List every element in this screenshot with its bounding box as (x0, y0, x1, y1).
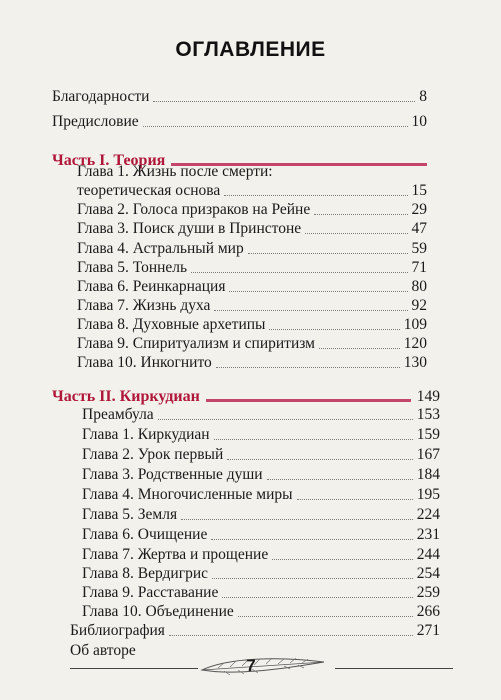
toc-entry[interactable]: теоретическая основа 15 (77, 182, 427, 199)
toc-entry[interactable]: Глава 2. Урок первый 167 (82, 446, 440, 463)
footer-rule-left (70, 668, 198, 669)
toc-entry[interactable]: Глава 5. Земля 224 (82, 506, 440, 523)
toc-entry[interactable]: Глава 8. Духовные архетипы 109 (77, 316, 427, 333)
toc-entry[interactable]: Глава 5. Тоннель 71 (77, 259, 427, 276)
page-title: ОГЛАВЛЕНИЕ (175, 38, 326, 61)
toc-entry[interactable]: Глава 4. Астральный мир 59 (77, 240, 427, 257)
toc-entry[interactable]: Глава 10. Объединение 266 (82, 603, 440, 620)
toc-entry[interactable]: Благодарности 8 (52, 88, 427, 105)
toc-entry[interactable]: Преамбула 153 (82, 406, 440, 423)
toc-entry: Глава 1. Жизнь после смерти: (77, 163, 273, 180)
part-heading[interactable]: Часть I. Теория (52, 148, 427, 170)
toc-entry[interactable]: Глава 1. Киркудиан 159 (82, 426, 440, 443)
part-heading[interactable]: Часть II. Киркудиан 149 (52, 388, 440, 405)
toc-entry[interactable]: Глава 7. Жизнь духа 92 (77, 297, 427, 314)
toc-entry[interactable]: Глава 10. Инкогнито 130 (77, 354, 427, 371)
toc-entry[interactable]: Об авторе (70, 642, 136, 659)
toc-entry[interactable]: Библиография 271 (70, 622, 440, 639)
toc-entry[interactable]: Глава 4. Многочисленные миры 195 (82, 486, 440, 503)
toc-entry[interactable]: Предисловие 10 (52, 113, 427, 130)
toc-entry[interactable]: Глава 3. Поиск души в Принстоне 47 (77, 220, 427, 237)
toc-entry[interactable]: Глава 6. Реинкарнация 80 (77, 278, 427, 295)
toc-entry[interactable]: Глава 3. Родственные души 184 (82, 466, 440, 483)
toc-entry[interactable]: Глава 2. Голоса призраков на Рейне 29 (77, 201, 427, 218)
page-number: 7 (246, 656, 256, 675)
toc-entry[interactable]: Глава 9. Спиритуализм и спиритизм 120 (77, 335, 427, 352)
toc-entry[interactable]: Глава 7. Жертва и прощение 244 (82, 546, 440, 563)
toc-entry[interactable]: Глава 6. Очищение 231 (82, 526, 440, 543)
toc-entry[interactable]: Глава 8. Вердигрис 254 (82, 565, 440, 582)
footer-rule-right (335, 668, 453, 669)
toc-entry[interactable]: Глава 9. Расставание 259 (82, 584, 440, 601)
